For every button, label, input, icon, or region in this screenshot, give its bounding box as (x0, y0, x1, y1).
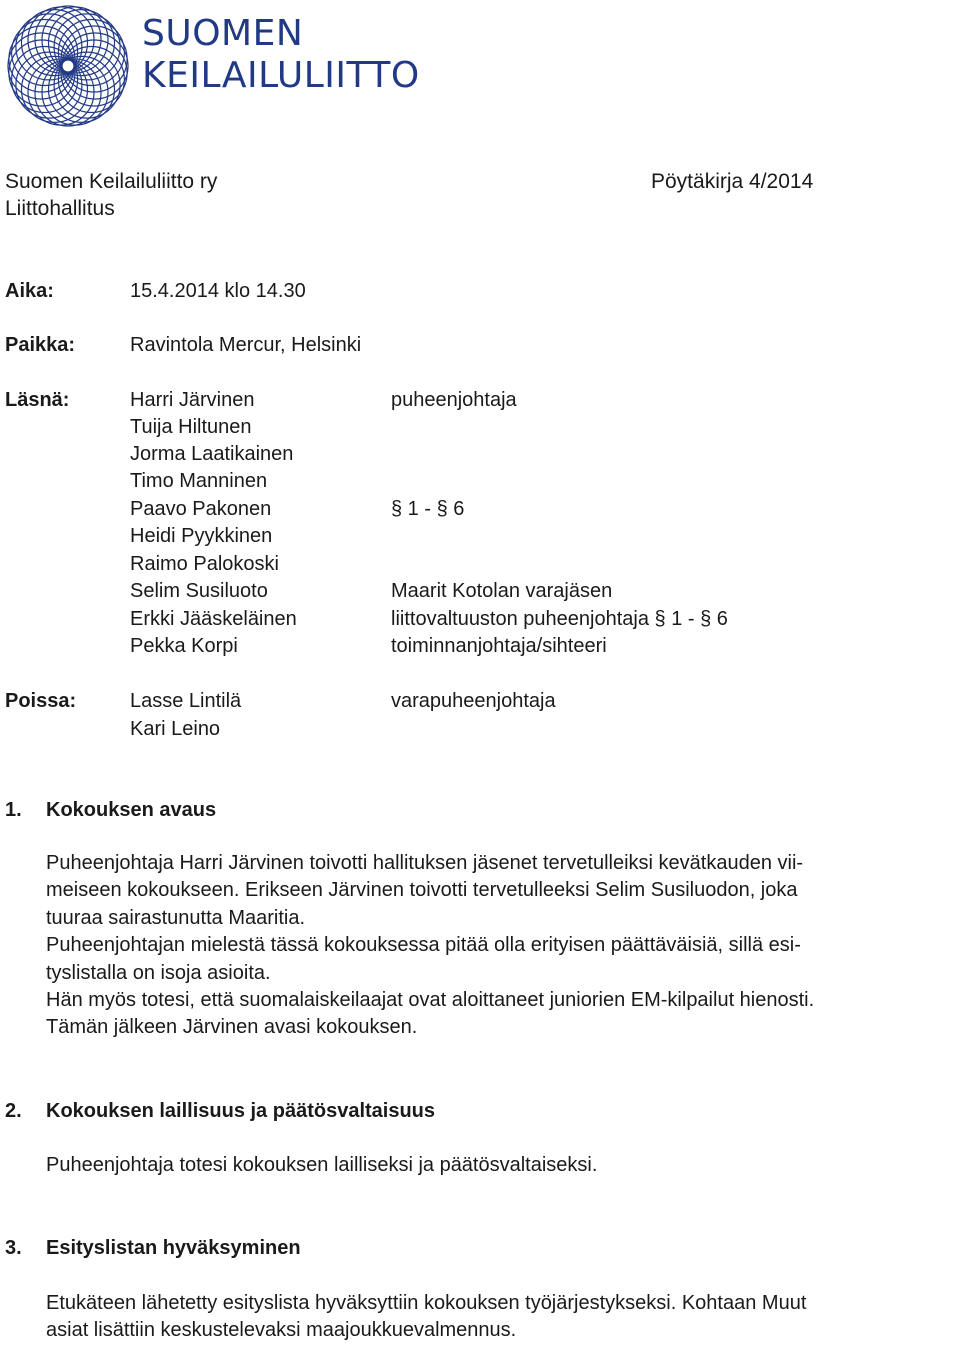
present-name: Pekka Korpi (130, 635, 238, 657)
body-line: meiseen kokoukseen. Erikseen Järvinen toivotti tervetulleeksi Selim Susiluodon, joka (46, 879, 798, 902)
committee-name: Liittohallitus (5, 197, 115, 220)
section-body (46, 1290, 956, 1345)
spirograph-rosette-logo-icon (4, 2, 132, 130)
organization-name: Suomen Keilailuliitto ry (5, 170, 218, 193)
absent-name: Lasse Lintilä (130, 690, 242, 712)
time-label: Aika: (5, 280, 54, 302)
section-number: 3. (5, 1237, 22, 1259)
body-line: Puheenjohtaja totesi kokouksen lailliseksi ja päätösvaltaiseksi. (46, 1154, 598, 1176)
logo-line-2: KEILAILULIITTO (142, 55, 420, 96)
body-line: Tämän jälkeen Järvinen avasi kokouksen. (46, 1016, 418, 1039)
present-name: Timo Manninen (130, 470, 268, 492)
present-name: Paavo Pakonen (130, 498, 272, 520)
section-body (46, 850, 956, 1042)
body-line: Puheenjohtajan mielestä tässä kokouksessa pitää olla erityisen päättäväisiä, sillä esi- (46, 934, 801, 957)
present-role: liittovaltuuston puheenjohtaja § 1 - § 6 (391, 608, 728, 630)
body-line: tuuraa sairastunutta Maaritia. (46, 906, 306, 929)
body-line: asiat lisättiin keskustelevaksi maajoukkuevalmennus. (46, 1319, 517, 1342)
present-name: Raimo Palokoski (130, 553, 279, 575)
present-role: § 1 - § 6 (391, 498, 465, 520)
section-number: 2. (5, 1100, 22, 1122)
section-heading: Kokouksen laillisuus ja päätösvaltaisuus (46, 1100, 436, 1122)
present-name: Heidi Pyykkinen (130, 525, 273, 547)
present-name: Erkki Jääskeläinen (130, 608, 297, 630)
section-heading: Kokouksen avaus (46, 799, 217, 821)
body-line: Puheenjohtaja Harri Järvinen toivotti hallituksen jäsenet tervetulleiksi kevätkauden vii- (46, 852, 804, 874)
body-line: tyslistalla on isoja asioita. (46, 961, 271, 984)
body-line: Etukäteen lähetetty esityslista hyväksyttiin kokouksen työjärjestykseksi. Kohtaan Muut (46, 1292, 807, 1314)
absent-label: Poissa: (5, 690, 77, 712)
present-label: Läsnä: (5, 389, 70, 411)
place-label: Paikka: (5, 334, 76, 356)
section-heading: Esityslistan hyväksyminen (46, 1237, 301, 1259)
present-name: Harri Järvinen (130, 389, 255, 411)
absent-name: Kari Leino (130, 718, 221, 740)
present-name: Selim Susiluoto (130, 580, 268, 602)
section-number: 1. (5, 799, 22, 821)
present-name: Jorma Laatikainen (130, 443, 294, 465)
logo-line-1: SUOMEN (142, 13, 304, 54)
body-line: Hän myös totesi, että suomalaiskeilaajat ovat aloittaneet juniorien EM-kilpailut hienosti. (46, 989, 815, 1012)
place-value: Ravintola Mercur, Helsinki (130, 334, 362, 356)
present-role: toiminnanjohtaja/sihteeri (391, 635, 607, 657)
time-value: 15.4.2014 klo 14.30 (130, 280, 306, 302)
section-body (46, 1152, 956, 1179)
absent-role: varapuheenjohtaja (391, 690, 556, 712)
document-number: Pöytäkirja 4/2014 (651, 170, 814, 193)
present-role: Maarit Kotolan varajäsen (391, 580, 613, 602)
present-name: Tuija Hiltunen (130, 416, 252, 438)
present-role: puheenjohtaja (391, 389, 517, 411)
